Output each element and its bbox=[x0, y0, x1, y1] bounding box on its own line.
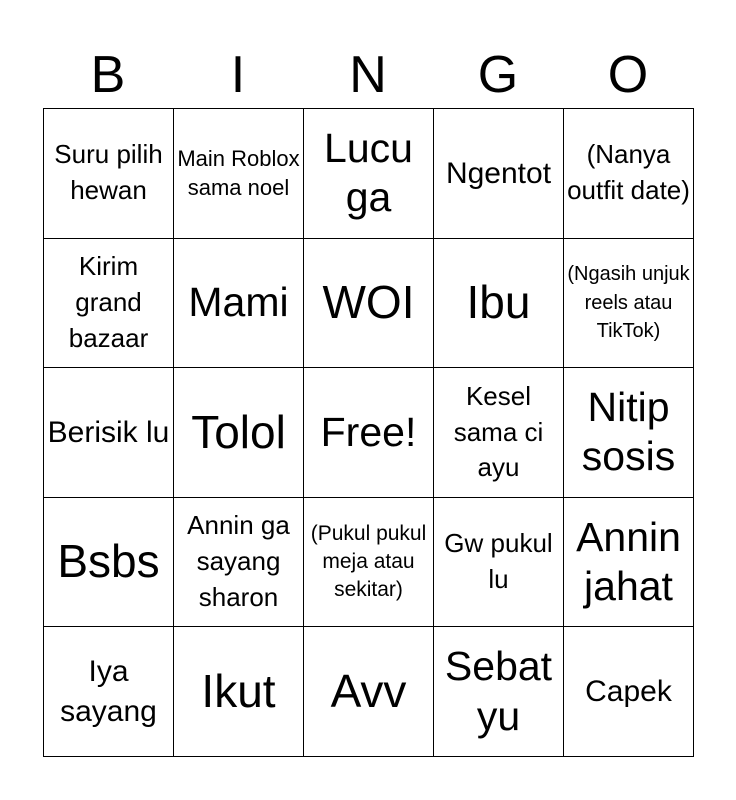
bingo-cell[interactable]: Sebat yu bbox=[434, 627, 564, 757]
bingo-cell[interactable]: Berisik lu bbox=[44, 368, 174, 498]
bingo-cell[interactable]: Iya sayang bbox=[44, 627, 174, 757]
bingo-cell[interactable]: (Nanya outfit date) bbox=[564, 109, 694, 239]
bingo-cell[interactable]: Nitip sosis bbox=[564, 368, 694, 498]
bingo-cell[interactable]: Gw pukul lu bbox=[434, 497, 564, 627]
bingo-cell[interactable]: Ikut bbox=[174, 627, 304, 757]
grid-row bbox=[44, 497, 694, 627]
bingo-cell[interactable]: Ngentot bbox=[434, 109, 564, 239]
header-letter-b: B bbox=[90, 46, 126, 104]
bingo-cell[interactable]: WOI bbox=[304, 238, 434, 368]
bingo-cell[interactable]: Suru pilih hewan bbox=[44, 109, 174, 239]
bingo-grid bbox=[43, 108, 694, 757]
bingo-header bbox=[43, 42, 693, 108]
grid-row bbox=[44, 109, 694, 239]
bingo-cell[interactable]: Kesel sama ci ayu bbox=[434, 368, 564, 498]
bingo-cell[interactable]: Annin ga sayang sharon bbox=[174, 497, 304, 627]
bingo-cell[interactable]: (Pukul pukul meja atau sekitar) bbox=[304, 497, 434, 627]
bingo-cell free-space[interactable]: Free! bbox=[304, 368, 434, 498]
grid-row bbox=[44, 627, 694, 757]
bingo-cell[interactable]: Kirim grand bazaar bbox=[44, 238, 174, 368]
header-letter-o: O bbox=[607, 46, 649, 104]
bingo-cell[interactable]: Ibu bbox=[434, 238, 564, 368]
grid-row bbox=[44, 368, 694, 498]
bingo-cell[interactable]: Bsbs bbox=[44, 497, 174, 627]
bingo-cell[interactable]: Lucu ga bbox=[304, 109, 434, 239]
header-letter-n: N bbox=[349, 46, 387, 104]
bingo-cell[interactable]: Mami bbox=[174, 238, 304, 368]
bingo-cell[interactable]: Main Roblox sama noel bbox=[174, 109, 304, 239]
header-letter-i: I bbox=[230, 46, 246, 104]
bingo-cell[interactable]: (Ngasih unjuk reels atau TikTok) bbox=[564, 238, 694, 368]
grid-row bbox=[44, 238, 694, 368]
header-letter-g: G bbox=[477, 46, 519, 104]
bingo-cell[interactable]: Avv bbox=[304, 627, 434, 757]
bingo-cell[interactable]: Capek bbox=[564, 627, 694, 757]
bingo-cell[interactable]: Tolol bbox=[174, 368, 304, 498]
bingo-cell[interactable]: Annin jahat bbox=[564, 497, 694, 627]
